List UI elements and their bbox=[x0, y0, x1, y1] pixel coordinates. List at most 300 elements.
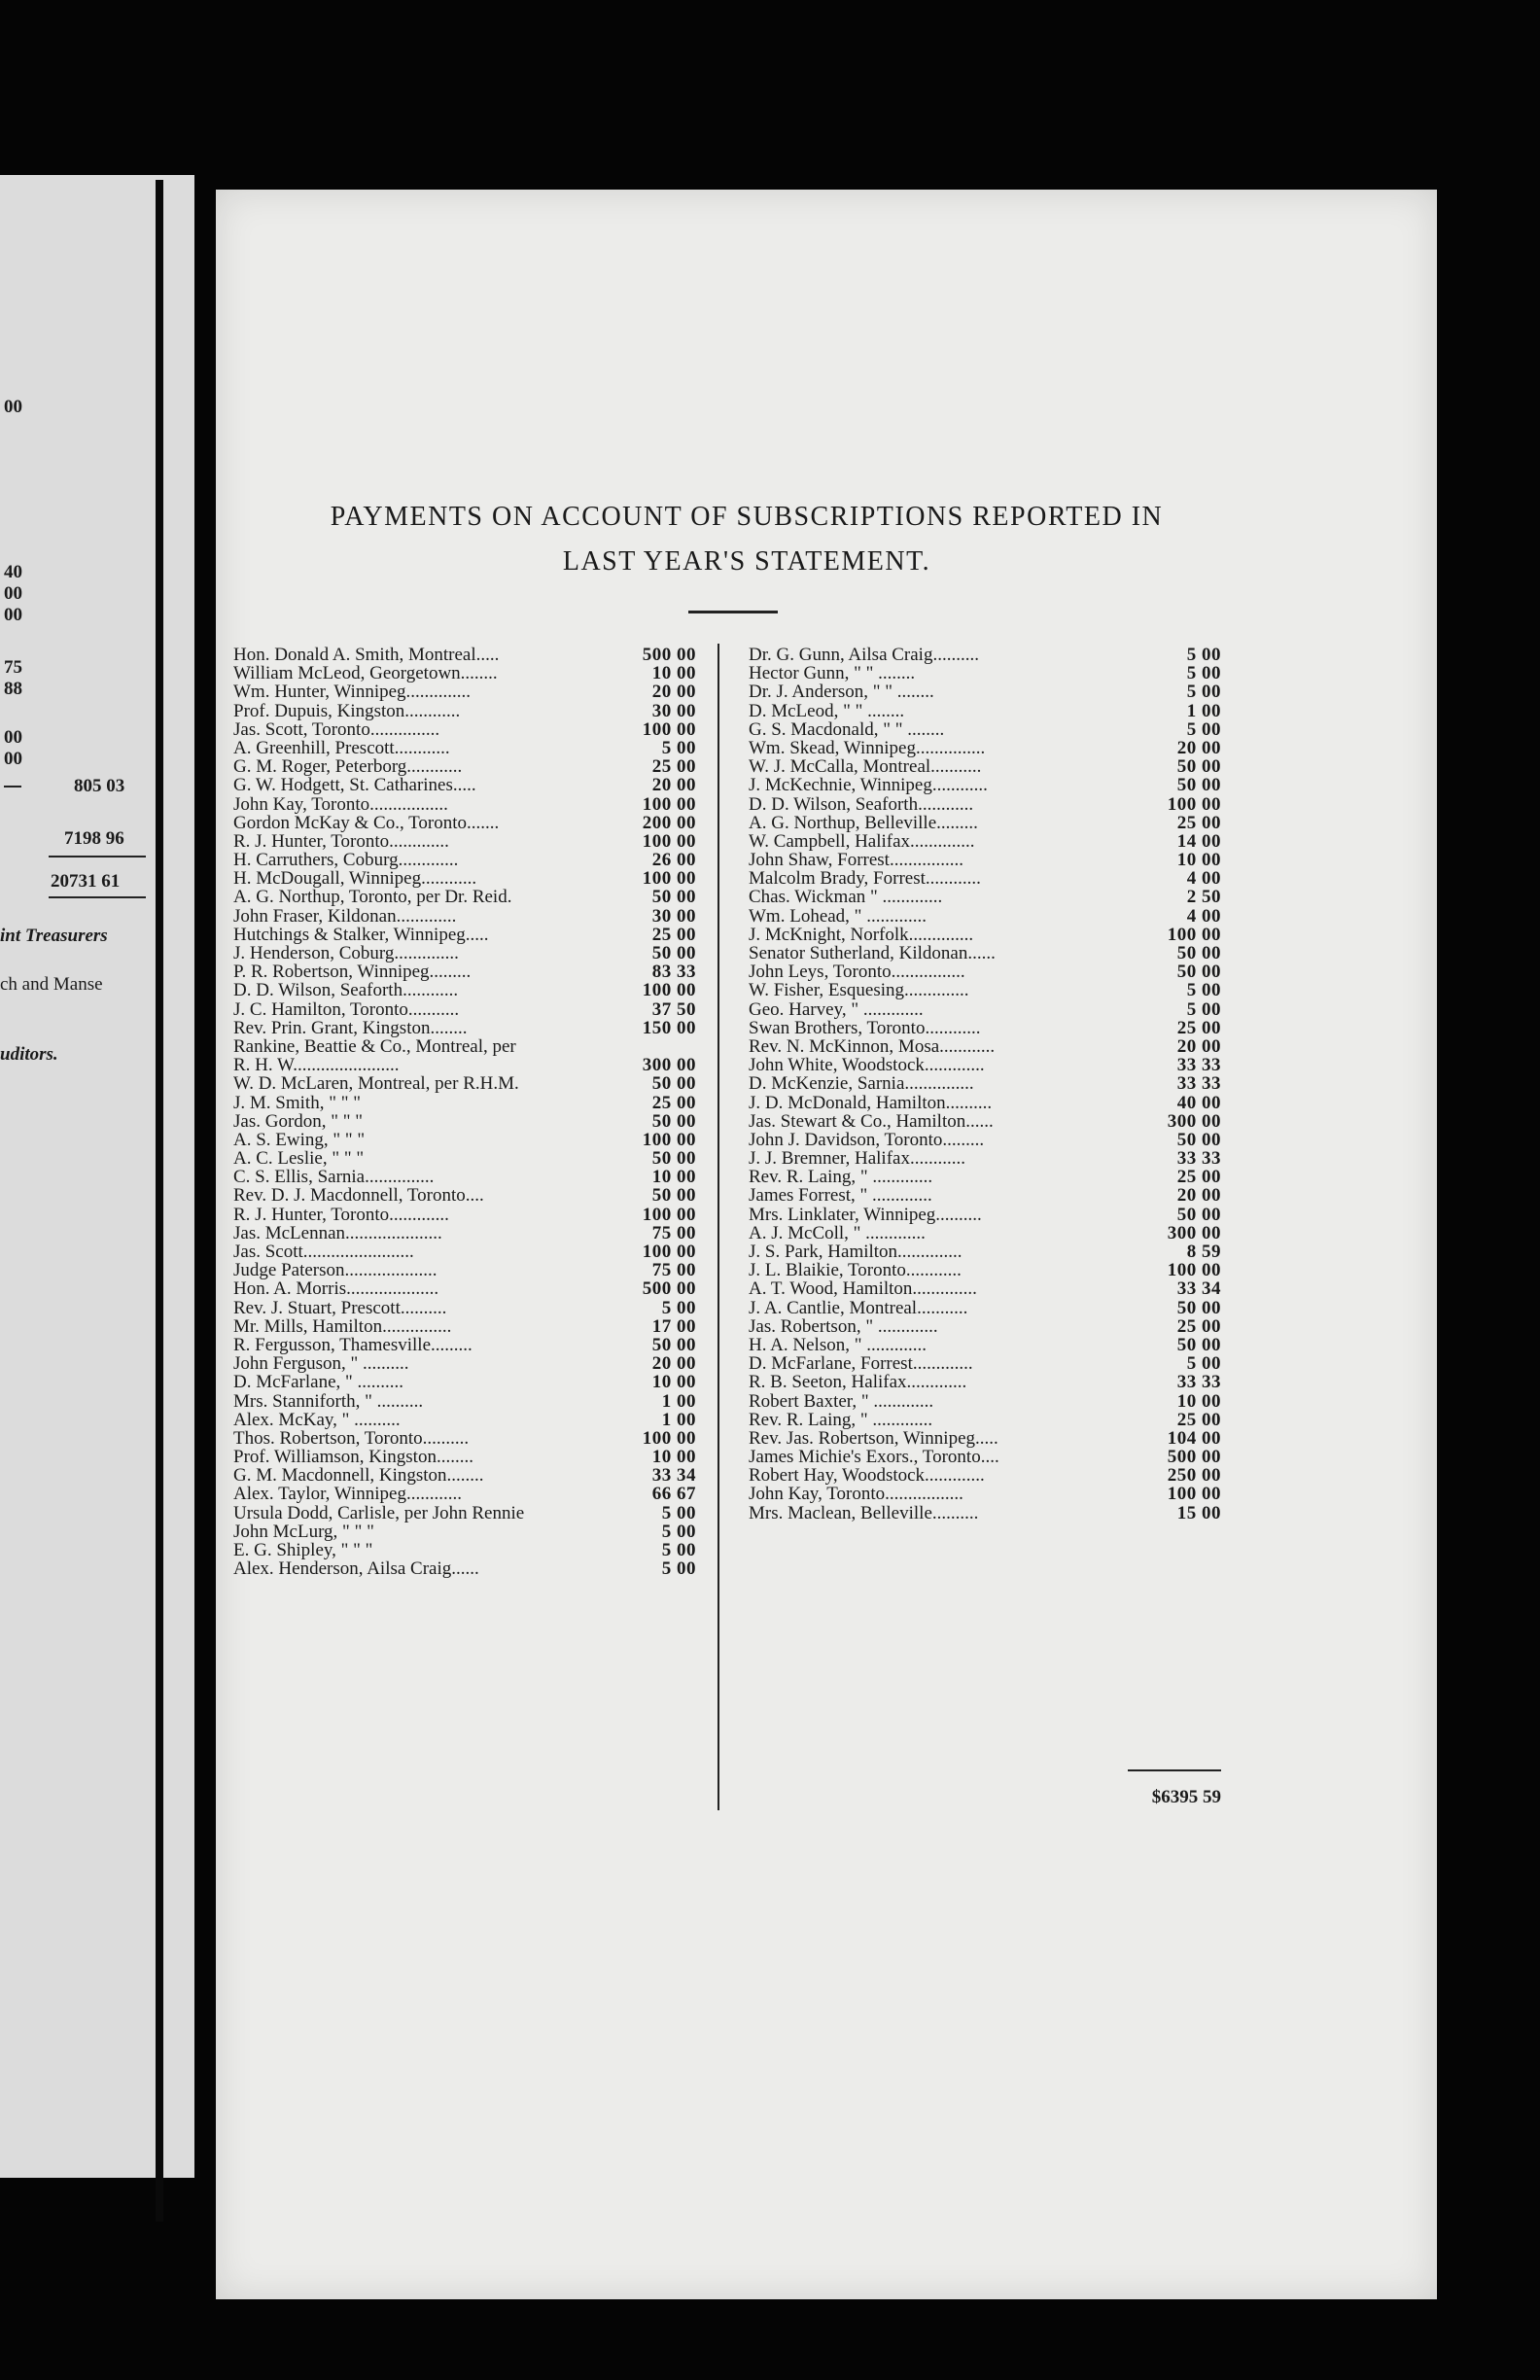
subscription-row bbox=[749, 776, 1221, 794]
subscription-amount: 100 00 bbox=[642, 793, 696, 815]
subscriber-name: Hon. A. Morris.................... bbox=[233, 1278, 439, 1300]
subscription-row bbox=[233, 1354, 696, 1373]
subscription-amount: 26 00 bbox=[651, 850, 696, 871]
subscription-row bbox=[749, 702, 1221, 720]
subscription-amount: 20 00 bbox=[651, 682, 696, 703]
subscriber-name: J. D. McDonald, Hamilton.......... bbox=[749, 1092, 993, 1113]
subscription-amount: 5 00 bbox=[661, 737, 696, 758]
subscription-amount: 25 00 bbox=[1176, 1017, 1221, 1038]
left-page-amount: 75 bbox=[4, 657, 22, 678]
left-page-amount: 00 bbox=[4, 727, 22, 748]
subscription-row bbox=[233, 1261, 696, 1279]
subscription-row bbox=[233, 1131, 696, 1149]
subscription-amount: 100 00 bbox=[642, 1427, 696, 1449]
subscription-row bbox=[233, 1149, 696, 1168]
subscriber-name: Rankine, Beattie & Co., Montreal, per bbox=[233, 1035, 516, 1057]
subscription-row bbox=[233, 1541, 696, 1559]
subscription-row bbox=[749, 1279, 1221, 1298]
subscriber-name: Thos. Robertson, Toronto.......... bbox=[233, 1427, 470, 1449]
subscriber-name: R. H. W....................... bbox=[233, 1055, 400, 1076]
page-title: PAYMENTS ON ACCOUNT OF SUBSCRIPTIONS REPORTED IN bbox=[330, 502, 1164, 532]
subscription-amount: 30 00 bbox=[651, 700, 696, 721]
subscription-row bbox=[233, 702, 696, 720]
subscription-amount: 50 00 bbox=[651, 943, 696, 963]
subscriber-name: Robert Hay, Woodstock............. bbox=[749, 1465, 985, 1487]
subscriber-name: Prof. Williamson, Kingston........ bbox=[233, 1447, 473, 1468]
left-page-amount: 00 bbox=[4, 397, 22, 417]
subscription-row bbox=[233, 646, 696, 664]
subscription-row bbox=[749, 1019, 1221, 1037]
subscription-row bbox=[749, 888, 1221, 906]
subscription-row bbox=[749, 1448, 1221, 1466]
subscription-amount: 10 00 bbox=[1176, 1390, 1221, 1412]
subscription-row bbox=[749, 757, 1221, 776]
subscription-row bbox=[749, 1429, 1221, 1448]
subscriber-name: G. S. Macdonald, " " ........ bbox=[749, 718, 945, 740]
subscriber-name: J. A. Cantlie, Montreal........... bbox=[749, 1297, 968, 1318]
subscription-amount: 5 00 bbox=[1186, 718, 1221, 740]
subscriber-name: J. J. Bremner, Halifax............ bbox=[749, 1148, 965, 1170]
subscription-row bbox=[749, 1466, 1221, 1485]
left-page-rule bbox=[4, 786, 21, 788]
subscription-row bbox=[233, 1392, 696, 1411]
subscription-amount: 100 00 bbox=[642, 830, 696, 852]
subscriber-name: Wm. Lohead, " ............. bbox=[749, 905, 927, 927]
subscription-amount: 50 00 bbox=[1176, 1129, 1221, 1150]
subscription-row bbox=[233, 888, 696, 906]
subscription-row bbox=[749, 1224, 1221, 1242]
subscription-amount: 150 00 bbox=[642, 1017, 696, 1038]
subscription-amount: 50 00 bbox=[651, 1334, 696, 1355]
subscriber-name: Mrs. Maclean, Belleville.......... bbox=[749, 1502, 979, 1523]
subscription-row bbox=[749, 907, 1221, 926]
subscriber-name: A. Greenhill, Prescott............ bbox=[233, 737, 450, 758]
subscriber-name: W. J. McCalla, Montreal........... bbox=[749, 756, 982, 778]
subscription-amount: 40 00 bbox=[1176, 1092, 1221, 1113]
subscription-amount: 500 00 bbox=[642, 645, 696, 665]
left-page-label: uditors. bbox=[0, 1044, 58, 1065]
subscriber-name: Rev. N. McKinnon, Mosa............ bbox=[749, 1035, 996, 1057]
subscription-amount: 100 00 bbox=[642, 980, 696, 1001]
subscription-amount: 25 00 bbox=[1176, 1167, 1221, 1188]
subscription-amount: 500 00 bbox=[1167, 1447, 1221, 1468]
subscription-amount: 33 33 bbox=[1176, 1055, 1221, 1076]
subscriber-name: C. S. Ellis, Sarnia............... bbox=[233, 1167, 435, 1188]
subscription-row bbox=[749, 1261, 1221, 1279]
subscription-row bbox=[233, 907, 696, 926]
subscriber-name: Mr. Mills, Hamilton............... bbox=[233, 1315, 452, 1337]
subscription-row bbox=[749, 1299, 1221, 1317]
subscriber-name: John Ferguson, " .......... bbox=[233, 1353, 409, 1375]
subscription-amount: 20 00 bbox=[651, 775, 696, 796]
left-page-label: int Treasurers bbox=[0, 926, 108, 946]
subscription-row bbox=[233, 1504, 696, 1522]
subscription-amount: 100 00 bbox=[642, 1204, 696, 1225]
subscription-row bbox=[233, 720, 696, 739]
subscriber-name: A. S. Ewing, " " " bbox=[233, 1129, 366, 1150]
subscription-row bbox=[233, 1279, 696, 1298]
subscription-amount: 300 00 bbox=[1167, 1110, 1221, 1132]
subscriber-name: H. McDougall, Winnipeg............ bbox=[233, 868, 477, 890]
subscription-amount: 50 00 bbox=[1176, 962, 1221, 983]
subscriber-name: William McLeod, Georgetown........ bbox=[233, 663, 498, 684]
subscription-row bbox=[233, 1000, 696, 1019]
subscription-amount: 50 00 bbox=[651, 1073, 696, 1095]
subscription-row bbox=[233, 1522, 696, 1541]
subscription-row bbox=[233, 926, 696, 944]
subscriber-name: James Forrest, " ............. bbox=[749, 1185, 932, 1207]
subscription-amount: 50 00 bbox=[651, 1110, 696, 1132]
subscriber-name: John McLurg, " " " bbox=[233, 1521, 374, 1542]
total-rule bbox=[1128, 1769, 1221, 1771]
left-page-total: 20731 61 bbox=[51, 871, 121, 892]
subscriber-name: Swan Brothers, Toronto............ bbox=[749, 1017, 981, 1038]
page-subtitle: LAST YEAR'S STATEMENT. bbox=[562, 546, 931, 577]
subscriber-name: J. McKnight, Norfolk.............. bbox=[749, 924, 974, 945]
subscription-amount: 100 00 bbox=[642, 1242, 696, 1262]
subscriber-name: H. Carruthers, Coburg............. bbox=[233, 850, 459, 871]
subscriber-name: Chas. Wickman " ............. bbox=[749, 887, 943, 908]
subscriber-name: Dr. G. Gunn, Ailsa Craig.......... bbox=[749, 645, 979, 665]
subscription-row bbox=[233, 1411, 696, 1429]
subscription-amount: 5 00 bbox=[1186, 663, 1221, 684]
subscription-row bbox=[233, 981, 696, 999]
subscription-amount: 30 00 bbox=[651, 905, 696, 927]
subscription-row bbox=[233, 776, 696, 794]
subscriber-name: W. Campbell, Halifax.............. bbox=[749, 830, 975, 852]
subscription-amount: 100 00 bbox=[1167, 793, 1221, 815]
subscription-row bbox=[233, 1429, 696, 1448]
subscriber-name: R. J. Hunter, Toronto............. bbox=[233, 830, 449, 852]
subscription-amount: 10 00 bbox=[651, 1372, 696, 1393]
subscriber-name: Rev. R. Laing, " ............. bbox=[749, 1409, 933, 1430]
subscriber-name: R. Fergusson, Thamesville......... bbox=[233, 1334, 472, 1355]
subscription-amount: 83 33 bbox=[651, 962, 696, 983]
subscriber-name: Geo. Harvey, " ............. bbox=[749, 998, 924, 1020]
subscription-row bbox=[233, 1559, 696, 1578]
subscription-row bbox=[233, 1485, 696, 1503]
subscription-amount: 50 00 bbox=[1176, 943, 1221, 963]
subscription-row bbox=[233, 1112, 696, 1131]
subscription-amount: 5 00 bbox=[1186, 1353, 1221, 1375]
subscription-amount: 5 00 bbox=[1186, 998, 1221, 1020]
subscription-row bbox=[749, 1149, 1221, 1168]
subscriber-name: Alex. Henderson, Ailsa Craig...... bbox=[233, 1558, 479, 1580]
subscription-row bbox=[233, 944, 696, 962]
subscription-amount: 5 00 bbox=[1186, 980, 1221, 1001]
left-page-amount: 00 bbox=[4, 605, 22, 625]
subscriber-name: A. G. Northup, Belleville......... bbox=[749, 812, 978, 833]
subscription-row bbox=[233, 814, 696, 832]
subscription-row bbox=[749, 1186, 1221, 1205]
subscription-amount: 5 00 bbox=[661, 1540, 696, 1560]
subscription-row bbox=[233, 1206, 696, 1224]
subscription-amount: 2 50 bbox=[1186, 887, 1221, 908]
subscription-amount: 5 00 bbox=[661, 1502, 696, 1523]
subscriber-name: Mrs. Stanniforth, " .......... bbox=[233, 1390, 424, 1412]
subscription-amount: 33 33 bbox=[1176, 1148, 1221, 1170]
subscription-amount: 10 00 bbox=[651, 663, 696, 684]
subscriber-name: Jas. Robertson, " ............. bbox=[749, 1315, 938, 1337]
left-page-amount: 805 03 bbox=[74, 776, 125, 796]
subscription-row bbox=[233, 1037, 696, 1056]
subscription-amount: 20 00 bbox=[651, 1353, 696, 1375]
subscription-row bbox=[233, 1056, 696, 1074]
subscription-amount: 75 00 bbox=[651, 1260, 696, 1281]
subscriber-name: Alex. McKay, " .......... bbox=[233, 1409, 401, 1430]
subscription-row bbox=[749, 869, 1221, 888]
left-page-rule bbox=[49, 856, 146, 858]
subscription-row bbox=[233, 1466, 696, 1485]
subscription-row bbox=[749, 795, 1221, 814]
subscriber-name: R. J. Hunter, Toronto............. bbox=[233, 1204, 449, 1225]
subscription-amount: 14 00 bbox=[1176, 830, 1221, 852]
subscriber-name: J. Henderson, Coburg.............. bbox=[233, 943, 459, 963]
subscription-amount: 8 59 bbox=[1186, 1242, 1221, 1262]
subscription-amount: 500 00 bbox=[642, 1278, 696, 1300]
subscriber-name: G. M. Macdonnell, Kingston........ bbox=[233, 1465, 484, 1487]
subscriber-name: Jas. Stewart & Co., Hamilton...... bbox=[749, 1110, 994, 1132]
subscriber-name: J. M. Smith, " " " bbox=[233, 1092, 361, 1113]
subscription-amount: 25 00 bbox=[651, 924, 696, 945]
subscriber-name: Prof. Dupuis, Kingston............ bbox=[233, 700, 461, 721]
subscriber-name: J. McKechnie, Winnipeg............ bbox=[749, 775, 988, 796]
subscription-row bbox=[749, 1074, 1221, 1093]
subscription-row bbox=[749, 720, 1221, 739]
subscriber-name: R. B. Seeton, Halifax............. bbox=[749, 1372, 967, 1393]
subscriber-name: Jas. McLennan..................... bbox=[233, 1222, 442, 1243]
subscription-amount: 1 00 bbox=[1186, 700, 1221, 721]
subscription-row bbox=[233, 1019, 696, 1037]
subscription-amount: 25 00 bbox=[1176, 812, 1221, 833]
subscription-amount: 50 00 bbox=[1176, 1334, 1221, 1355]
subscriber-name: D. McKenzie, Sarnia............... bbox=[749, 1073, 974, 1095]
subscriber-name: D. McLeod, " " ........ bbox=[749, 700, 905, 721]
subscription-row bbox=[233, 1242, 696, 1261]
subscription-amount: 100 00 bbox=[642, 718, 696, 740]
subscription-amount: 250 00 bbox=[1167, 1465, 1221, 1487]
subscription-amount: 75 00 bbox=[651, 1222, 696, 1243]
grand-total: $6395 59 bbox=[1151, 1787, 1221, 1807]
subscriber-name: H. A. Nelson, " ............. bbox=[749, 1334, 927, 1355]
subscription-row bbox=[233, 739, 696, 757]
subscription-amount: 10 00 bbox=[651, 1447, 696, 1468]
subscription-row bbox=[749, 1354, 1221, 1373]
subscriber-name: A. G. Northup, Toronto, per Dr. Reid. bbox=[233, 887, 512, 908]
subscription-row bbox=[233, 682, 696, 701]
subscriber-name: D. McFarlane, Forrest............. bbox=[749, 1353, 973, 1375]
subscriber-name: Hutchings & Stalker, Winnipeg..... bbox=[233, 924, 489, 945]
subscription-row bbox=[749, 646, 1221, 664]
subscription-amount: 100 00 bbox=[1167, 1260, 1221, 1281]
subscription-amount: 5 00 bbox=[1186, 682, 1221, 703]
subscription-amount: 33 33 bbox=[1176, 1372, 1221, 1393]
subscription-amount: 5 00 bbox=[661, 1558, 696, 1580]
subscription-row bbox=[749, 1242, 1221, 1261]
subscriber-name: Rev. D. J. Macdonnell, Toronto.... bbox=[233, 1185, 484, 1207]
subscription-row bbox=[749, 1504, 1221, 1522]
subscription-row bbox=[749, 926, 1221, 944]
subscription-row bbox=[233, 832, 696, 851]
subscription-row bbox=[233, 757, 696, 776]
subscription-row bbox=[749, 682, 1221, 701]
subscription-amount: 300 00 bbox=[642, 1055, 696, 1076]
subscription-amount: 33 34 bbox=[1176, 1278, 1221, 1300]
subscriber-name: Hon. Donald A. Smith, Montreal..... bbox=[233, 645, 500, 665]
subscription-row bbox=[749, 814, 1221, 832]
subscriber-name: W. D. McLaren, Montreal, per R.H.M. bbox=[233, 1073, 519, 1095]
left-subscription-column bbox=[233, 646, 696, 1578]
subscriber-name: Robert Baxter, " ............. bbox=[749, 1390, 934, 1412]
subscription-amount: 33 33 bbox=[1176, 1073, 1221, 1095]
subscription-row bbox=[233, 1299, 696, 1317]
subscription-amount: 50 00 bbox=[1176, 756, 1221, 778]
subscriber-name: A. T. Wood, Hamilton.............. bbox=[749, 1278, 977, 1300]
subscriber-name: Mrs. Linklater, Winnipeg.......... bbox=[749, 1204, 982, 1225]
subscriber-name: James Michie's Exors., Toronto.... bbox=[749, 1447, 999, 1468]
subscription-row bbox=[749, 739, 1221, 757]
subscription-amount: 1 00 bbox=[661, 1409, 696, 1430]
subscription-row bbox=[233, 1074, 696, 1093]
subscription-row bbox=[749, 664, 1221, 682]
subscription-amount: 300 00 bbox=[1167, 1222, 1221, 1243]
subscription-amount: 200 00 bbox=[642, 812, 696, 833]
subscriber-name: G. M. Roger, Peterborg............ bbox=[233, 756, 463, 778]
subscription-row bbox=[749, 981, 1221, 999]
subscription-amount: 100 00 bbox=[642, 1129, 696, 1150]
subscription-row bbox=[749, 1112, 1221, 1131]
left-page-amount: 88 bbox=[4, 679, 22, 699]
subscription-amount: 50 00 bbox=[1176, 1204, 1221, 1225]
subscription-row bbox=[749, 1392, 1221, 1411]
subscription-amount: 20 00 bbox=[1176, 1035, 1221, 1057]
subscription-row bbox=[233, 1168, 696, 1186]
subscriber-name: Wm. Hunter, Winnipeg.............. bbox=[233, 682, 472, 703]
subscription-amount: 50 00 bbox=[651, 1148, 696, 1170]
subscription-row bbox=[233, 1224, 696, 1242]
subscription-amount: 10 00 bbox=[1176, 850, 1221, 871]
subscriber-name: A. C. Leslie, " " " bbox=[233, 1148, 365, 1170]
subscriber-name: John Shaw, Forrest................ bbox=[749, 850, 963, 871]
subscriber-name: D. D. Wilson, Seaforth............ bbox=[233, 980, 459, 1001]
subscription-row bbox=[233, 851, 696, 869]
subscription-amount: 100 00 bbox=[642, 868, 696, 890]
subscription-amount: 104 00 bbox=[1167, 1427, 1221, 1449]
left-page-fragment bbox=[0, 175, 194, 2178]
subscription-row bbox=[749, 1373, 1221, 1391]
title-rule bbox=[688, 611, 778, 613]
subscriber-name: Rev. R. Laing, " ............. bbox=[749, 1167, 933, 1188]
subscription-amount: 100 00 bbox=[1167, 1484, 1221, 1505]
subscription-row bbox=[233, 1336, 696, 1354]
subscription-amount: 100 00 bbox=[1167, 924, 1221, 945]
subscription-amount: 20 00 bbox=[1176, 1185, 1221, 1207]
subscription-amount: 25 00 bbox=[1176, 1409, 1221, 1430]
subscriber-name: John White, Woodstock............. bbox=[749, 1055, 985, 1076]
subscription-row bbox=[233, 1094, 696, 1112]
subscription-row bbox=[749, 1336, 1221, 1354]
subscription-row bbox=[749, 1094, 1221, 1112]
subscription-amount: 25 00 bbox=[651, 1092, 696, 1113]
subscription-row bbox=[749, 1056, 1221, 1074]
subscriber-name: John J. Davidson, Toronto......... bbox=[749, 1129, 985, 1150]
subscriber-name: John Fraser, Kildonan............. bbox=[233, 905, 457, 927]
subscriber-name: Rev. Prin. Grant, Kingston........ bbox=[233, 1017, 468, 1038]
subscription-amount: 10 00 bbox=[651, 1167, 696, 1188]
subscription-amount: 37 50 bbox=[651, 998, 696, 1020]
subscriber-name: E. G. Shipley, " " " bbox=[233, 1540, 373, 1560]
subscription-amount: 25 00 bbox=[1176, 1315, 1221, 1337]
left-page-amount: 40 bbox=[4, 562, 22, 582]
subscriber-name: Hector Gunn, " " ........ bbox=[749, 663, 916, 684]
subscription-amount: 25 00 bbox=[651, 756, 696, 778]
subscriber-name: Jas. Scott........................ bbox=[233, 1242, 414, 1262]
subscriber-name: Wm. Skead, Winnipeg............... bbox=[749, 737, 986, 758]
left-page-amount: 7198 96 bbox=[64, 828, 124, 849]
subscription-row bbox=[749, 1317, 1221, 1336]
subscription-amount: 50 00 bbox=[651, 887, 696, 908]
subscription-row bbox=[233, 1448, 696, 1466]
subscriber-name: Alex. Taylor, Winnipeg............ bbox=[233, 1484, 462, 1505]
subscriber-name: J. L. Blaikie, Toronto............ bbox=[749, 1260, 962, 1281]
subscription-row bbox=[749, 1485, 1221, 1503]
page-gutter bbox=[156, 180, 163, 2222]
subscription-amount: 5 00 bbox=[1186, 645, 1221, 665]
subscriber-name: Senator Sutherland, Kildonan...... bbox=[749, 943, 996, 963]
subscription-amount: 4 00 bbox=[1186, 905, 1221, 927]
subscriber-name: John Kay, Toronto................. bbox=[749, 1484, 963, 1505]
subscription-amount: 1 00 bbox=[661, 1390, 696, 1412]
subscriber-name: Rev. Jas. Robertson, Winnipeg..... bbox=[749, 1427, 998, 1449]
subscription-row bbox=[233, 1317, 696, 1336]
left-page-amount: 00 bbox=[4, 583, 22, 604]
subscriber-name: J. S. Park, Hamilton.............. bbox=[749, 1242, 962, 1262]
column-divider bbox=[718, 644, 719, 1810]
subscription-row bbox=[749, 944, 1221, 962]
subscriber-name: D. McFarlane, " .......... bbox=[233, 1372, 404, 1393]
left-page-label: ch and Manse bbox=[0, 974, 103, 995]
subscription-amount: 4 00 bbox=[1186, 868, 1221, 890]
subscriber-name: J. C. Hamilton, Toronto........... bbox=[233, 998, 460, 1020]
subscriber-name: John Kay, Toronto................. bbox=[233, 793, 448, 815]
subscription-amount: 17 00 bbox=[651, 1315, 696, 1337]
subscriber-name: D. D. Wilson, Seaforth............ bbox=[749, 793, 974, 815]
subscription-amount: 50 00 bbox=[1176, 1297, 1221, 1318]
subscription-row bbox=[233, 1186, 696, 1205]
subscriber-name: A. J. McColl, " ............. bbox=[749, 1222, 926, 1243]
left-page-amount: 00 bbox=[4, 749, 22, 769]
subscription-row bbox=[749, 1037, 1221, 1056]
subscription-row bbox=[749, 1168, 1221, 1186]
right-subscription-column bbox=[749, 646, 1221, 1522]
subscription-row bbox=[233, 962, 696, 981]
subscription-row bbox=[749, 1131, 1221, 1149]
subscription-row bbox=[749, 962, 1221, 981]
subscription-row bbox=[749, 832, 1221, 851]
subscription-amount: 50 00 bbox=[651, 1185, 696, 1207]
subscriber-name: Jas. Scott, Toronto............... bbox=[233, 718, 440, 740]
left-page-rule bbox=[49, 896, 146, 898]
subscriber-name: Judge Paterson.................... bbox=[233, 1260, 438, 1281]
subscriber-name: Dr. J. Anderson, " " ........ bbox=[749, 682, 934, 703]
subscription-amount: 5 00 bbox=[661, 1297, 696, 1318]
subscription-row bbox=[233, 1373, 696, 1391]
subscriber-name: Jas. Gordon, " " " bbox=[233, 1110, 364, 1132]
subscription-amount: 33 34 bbox=[651, 1465, 696, 1487]
subscriber-name: W. Fisher, Esquesing.............. bbox=[749, 980, 969, 1001]
subscriber-name: Ursula Dodd, Carlisle, per John Rennie bbox=[233, 1502, 525, 1523]
subscription-row bbox=[749, 851, 1221, 869]
